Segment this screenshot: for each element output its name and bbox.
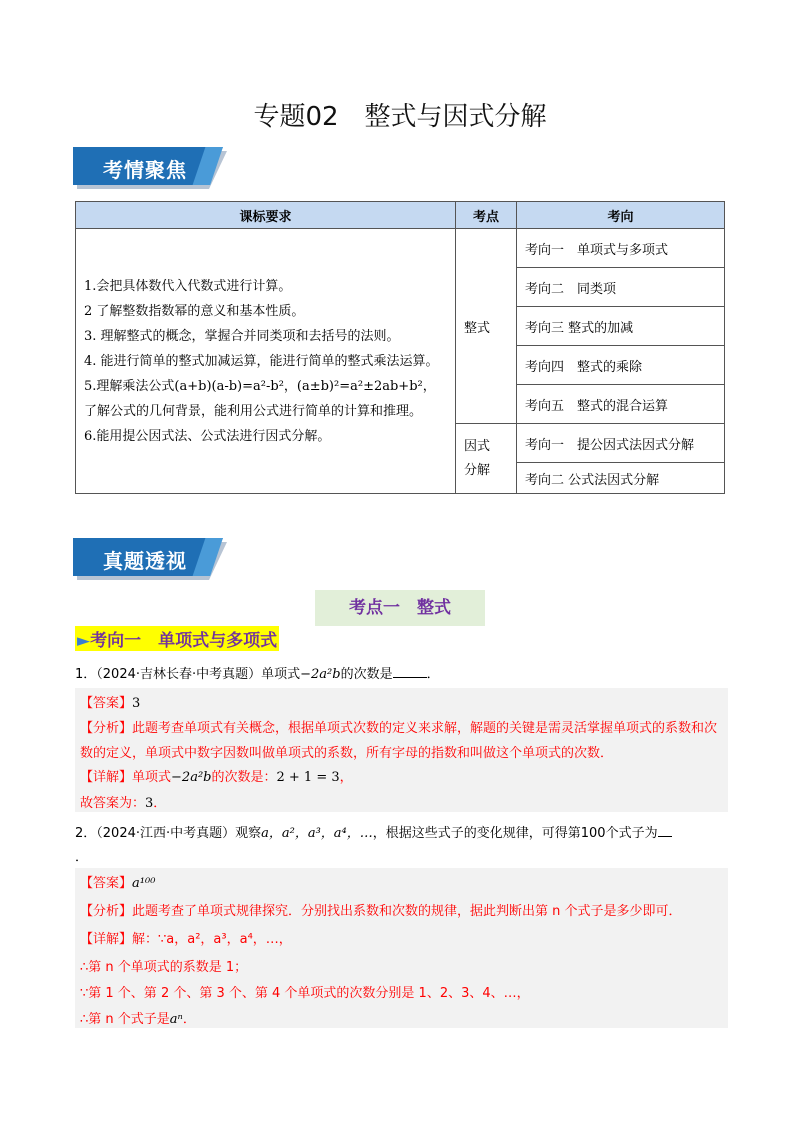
q2-step3-pre: ∴第 n 个式子是 — [80, 1012, 170, 1027]
q1-analysis: 此题考查单项式有关概念，根据单项式次数的定义来求解，解题的关键是需灵活掌握单项式的系数和次数的定义，单项式中数字因数叫做单项式的系数，所有字母的指数和叫做这个单项式的次数． — [80, 721, 718, 761]
answer-label: 【答案】 — [80, 696, 133, 711]
question-1 — [75, 663, 440, 682]
analysis-label: 【分析】 — [80, 904, 133, 919]
banner-label: 考情聚焦 — [103, 158, 187, 182]
direction-item: 考向二 公式法因式分解 — [517, 463, 725, 494]
q1-detail-pre: 单项式 — [132, 770, 172, 785]
requirement-item: 2 了解整数指数幂的意义和基本性质。 — [84, 303, 305, 319]
q2-step3-end: ． — [182, 1012, 196, 1027]
q1-conclusion-end: ． — [153, 796, 167, 811]
q1-detail-calc: 2 + 1 = 3 — [276, 770, 340, 785]
q1-detail-line — [80, 766, 353, 785]
q1-conclusion-pre: 故答案为： — [80, 796, 146, 811]
q1-stem-post: 的次数是 — [340, 667, 393, 682]
requirement-item: 1.会把具体数代入代数式进行计算。 — [84, 278, 292, 294]
direction-heading — [75, 626, 279, 651]
analysis-label: 【分析】 — [80, 721, 133, 736]
q2-step-1: ∴第 n 个单项式的系数是 1； — [80, 960, 248, 975]
q1-answer: 3 — [132, 696, 141, 711]
section-banner-kaoqing — [73, 147, 229, 191]
direction-item: 考向三 整式的加减 — [517, 307, 725, 346]
header-direction: 考向 — [517, 202, 725, 229]
direction-item: 考向一 单项式与多项式 — [517, 229, 725, 268]
q2-solution-box — [75, 868, 728, 1028]
question-2 — [75, 822, 728, 870]
q1-conclusion-val: 3 — [145, 796, 154, 811]
q2-step3-expr: aⁿ — [169, 1012, 183, 1027]
q1-detail-mid: 的次数是： — [211, 770, 277, 785]
q1-solution-box — [75, 688, 728, 812]
section-banner-zhenti — [73, 538, 229, 582]
q1-detail-expr: −2a²b — [171, 770, 212, 785]
q1-end: ． — [426, 667, 440, 682]
page-title: 专题02 整式与因式分解 — [253, 102, 547, 132]
point-label: 因式分解 — [464, 438, 491, 478]
q1-detail-end: ， — [339, 770, 353, 785]
detail-label: 【详解】 — [80, 932, 133, 947]
header-requirements: 课标要求 — [76, 202, 456, 229]
requirement-item: 3. 理解整式的概念，掌握合并同类项和去括号的法则。 — [84, 328, 400, 344]
requirements-list — [76, 229, 456, 494]
q2-stem: 2．（2024·江西·中考真题）观察 — [75, 826, 262, 841]
point-yinshifenjie — [456, 424, 517, 494]
direction-item: 考向四 整式的乘除 — [517, 346, 725, 385]
q1-conclusion-line — [80, 792, 166, 811]
q2-answer-line — [80, 872, 155, 891]
direction-heading-text: 考向一 单项式与多项式 — [90, 631, 278, 651]
answer-label: 【答案】 — [80, 876, 133, 891]
triangle-icon: ► — [77, 631, 91, 651]
point-zhengshi: 整式 — [456, 229, 517, 424]
answer-blank — [393, 665, 427, 678]
q2-step-3 — [80, 1008, 196, 1027]
requirement-item: 5.理解乘法公式(a+b)(a-b)=a²-b²，(a±b)²=a²±2ab+b²，了解公式的几何背景，能利用公式进行简单的计算和推理。 — [84, 378, 436, 419]
header-point: 考点 — [456, 202, 517, 229]
q2-step-2: ∵第 1 个、第 2 个、第 3 个、第 4 个单项式的次数分别是 1、2、3、4、…， — [80, 986, 530, 1001]
detail-label: 【详解】 — [80, 770, 133, 785]
q2-end: ． — [75, 850, 89, 865]
q2-detail-line — [80, 928, 292, 947]
direction-item: 考向五 整式的混合运算 — [517, 385, 725, 424]
banner-label: 真题透视 — [103, 549, 187, 573]
q2-stem-post: ，根据这些式子的变化规律，可得第100个式子为 — [372, 826, 658, 841]
q2-analysis: 此题考查了单项式规律探究．分别找出系数和次数的规律，据此判断出第 n 个式子是多少即可． — [132, 904, 682, 919]
requirement-item: 6.能用提公因式法、公式法进行因式分解。 — [84, 428, 331, 444]
direction-item: 考向一 提公因式法因式分解 — [517, 424, 725, 463]
q1-analysis-line — [80, 716, 723, 766]
answer-blank — [658, 824, 672, 837]
q1-expression: −2a²b — [300, 667, 341, 682]
q1-answer-line — [80, 692, 140, 711]
direction-item: 考向二 同类项 — [517, 268, 725, 307]
kaodian-heading: 考点一 整式 — [315, 590, 485, 626]
requirement-item: 4. 能进行简单的整式加减运算，能进行简单的整式乘法运算。 — [84, 353, 439, 369]
q2-analysis-line — [80, 900, 682, 919]
q1-stem: 1．（2024·吉林长春·中考真题）单项式 — [75, 667, 301, 682]
q2-sequence: a，a²，a³，a⁴，… — [261, 826, 373, 841]
q2-detail: 解：∵a，a²，a³，a⁴，…， — [132, 932, 292, 947]
q2-answer: a¹⁰⁰ — [132, 876, 156, 891]
requirements-table — [75, 201, 725, 494]
